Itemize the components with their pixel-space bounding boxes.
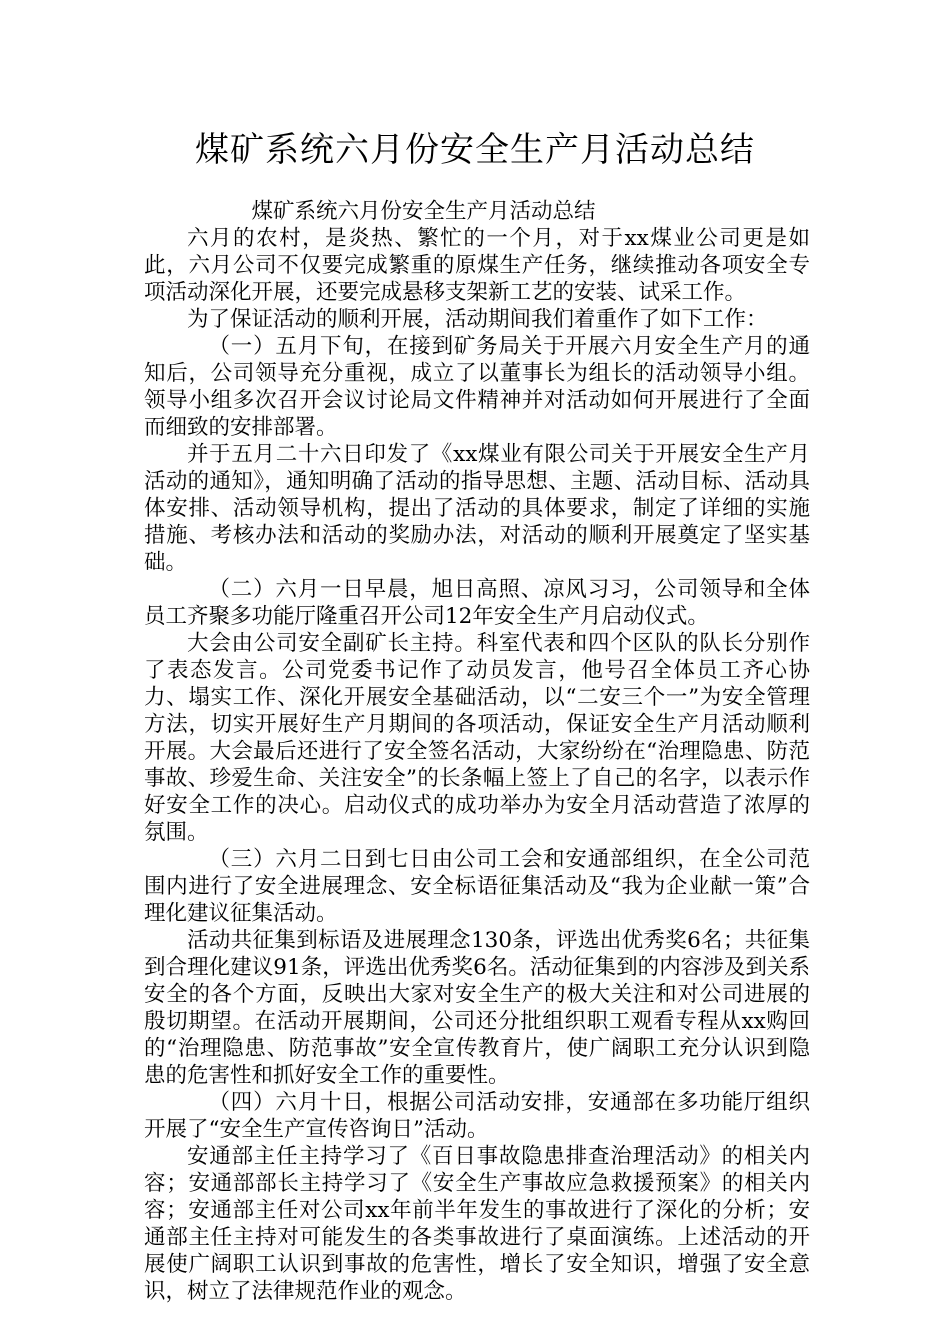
paragraph-section-2: （二）六月一日早晨，旭日高照、凉风习习，公司领导和全体员工齐聚多功能厅隆重召开公司12年安全生产月启动仪式。 xyxy=(144,577,810,629)
paragraph-section-4: （四）六月十日，根据公司活动安排，安通部在多功能厅组织开展了“安全生产宣传咨询日”活动。 xyxy=(144,1090,810,1142)
paragraph: 为了保证活动的顺利开展，活动期间我们着重作了如下工作： xyxy=(187,307,768,332)
document-subtitle: 煤矿系统六月份安全生产月活动总结 xyxy=(251,199,596,224)
paragraph: 安通部主任主持学习了《百日事故隐患排查治理活动》的相关内容；安通部部长主持学习了《安全生产事故应急救援预案》的相关内容；安通部主任对公司xx年前半年发生的事故进行了深化的分析；安通部主任主持对可能发生的各类事故进行了桌面演练。上述活动的开展使广阔职工认识到事故的危害性，增长了安全知识，增强了安全意识，树立了法律规范作业的观念。 xyxy=(144,1144,810,1304)
document-title: 煤矿系统六月份安全生产月活动总结 xyxy=(195,130,755,170)
paragraph: 活动共征集到标语及进展理念130条，评选出优秀奖6名；共征集到合理化建议91条，评选出优秀奖6名。活动征集到的内容涉及到关系安全的各个方面，反映出大家对安全生产的极大关注和对公司进展的殷切期望。在活动开展期间，公司还分批组织职工观看专程从xx购回的“治理隐患、防范事故”安全宣传教育片，使广阔职工充分认识到隐患的危害性和抓好安全工作的重要性。 xyxy=(144,928,810,1088)
paragraph: 并于五月二十六日印发了《xx煤业有限公司关于开展安全生产月活动的通知》，通知明确了活动的指导思想、主题、活动目标、活动具体安排、活动领导机构，提出了活动的具体要求，制定了详细的实施措施、考核办法和活动的奖励办法，对活动的顺利开展奠定了坚实基础。 xyxy=(144,442,810,575)
paragraph-section-1: （一）五月下旬，在接到矿务局关于开展六月安全生产月的通知后，公司领导充分重视，成立了以董事长为组长的活动领导小组。领导小组多次召开会议讨论局文件精神并对活动如何开展进行了全面而细致的安排部署。 xyxy=(144,334,810,440)
document-body xyxy=(144,198,810,1305)
paragraph: 六月的农村，是炎热、繁忙的一个月，对于xx煤业公司更是如此，六月公司不仅要完成繁重的原煤生产任务，继续推动各项安全专项活动深化开展，还要完成悬移支架新工艺的安装、试采工作。 xyxy=(144,226,810,305)
paragraph-section-3: （三）六月二日到七日由公司工会和安通部组织，在全公司范围内进行了安全进展理念、安全标语征集活动及“我为企业献一策”合理化建议征集活动。 xyxy=(144,847,810,926)
paragraph: 大会由公司安全副矿长主持。科室代表和四个区队的队长分别作了表态发言。公司党委书记作了动员发言，他号召全体员工齐心协力、塌实工作、深化开展安全基础活动，以“二安三个一”为安全管理方法，切实开展好生产月期间的各项活动，保证安全生产月活动顺利开展。大会最后还进行了安全签名活动，大家纷纷在“治理隐患、防范事故、珍爱生命、关注安全”的长条幅上签上了自己的名字，以表示作好安全工作的决心。启动仪式的成功举办为安全月活动营造了浓厚的氛围。 xyxy=(144,631,810,845)
